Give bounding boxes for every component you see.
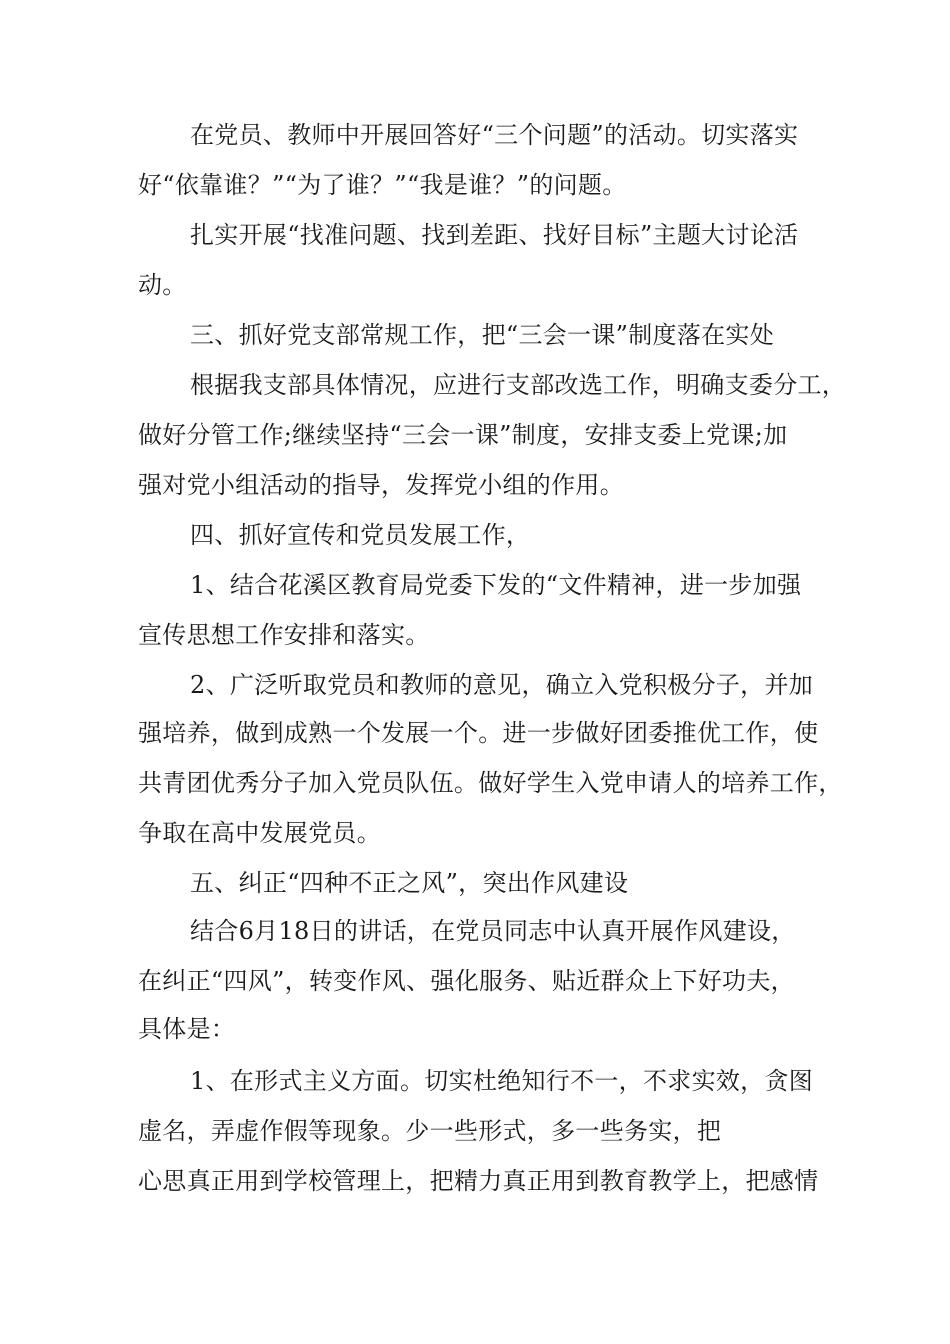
section-heading: 五、纠正“四种不正之风”，突出作风建设 — [190, 869, 629, 897]
text-line: 1、结合花溪区教育局党委下发的“文件精神，进一步加强 — [190, 571, 802, 599]
text-line: 共青团优秀分子加入党员队伍。做好学生入党申请人的培养工作， — [138, 769, 843, 797]
text-line: 争取在高中发展党员。 — [138, 819, 381, 847]
text-line: 好“依靠谁？”“为了谁？”“我是谁？”的问题。 — [138, 171, 627, 199]
text-line: 根据我支部具体情况，应进行支部改选工作，明确支委分工， — [190, 371, 847, 399]
text-line: 虚名，弄虚作假等现象。少一些形式，多一些务实，把 — [138, 1117, 722, 1145]
text-line: 1、在形式主义方面。切实杜绝知行不一，不求实效，贪图 — [190, 1067, 814, 1095]
text-line: 结合6月18日的讲话，在党员同志中认真开展作风建设， — [190, 917, 796, 945]
text-line: 扎实开展“找准问题、找到差距、找好目标”主题大讨论活 — [190, 221, 799, 249]
section-heading: 三、抓好党支部常规工作，把“三会一课”制度落在实处 — [190, 321, 775, 349]
text-line: 强对党小组活动的指导，发挥党小组的作用。 — [138, 471, 624, 499]
text-line: 在党员、教师中开展回答好“三个问题”的活动。切实落实 — [190, 121, 799, 149]
text-line: 心思真正用到学校管理上，把精力真正用到教育教学上，把感情 — [138, 1167, 819, 1195]
text-line: 在纠正“四风”，转变作风、强化服务、贴近群众上下好功夫， — [138, 967, 795, 995]
text-line: 具体是： — [138, 1015, 236, 1043]
text-line: 强培养，做到成熟一个发展一个。进一步做好团委推优工作，使 — [138, 719, 819, 747]
text-line: 2、广泛听取党员和教师的意见，确立入党积极分子，并加 — [190, 671, 814, 699]
text-line: 做好分管工作;继续坚持“三会一课”制度，安排支委上党课;加 — [138, 421, 788, 449]
section-heading: 四、抓好宣传和党员发展工作， — [190, 521, 531, 549]
text-line: 宣传思想工作安排和落实。 — [138, 621, 430, 649]
text-line: 动。 — [138, 271, 187, 299]
